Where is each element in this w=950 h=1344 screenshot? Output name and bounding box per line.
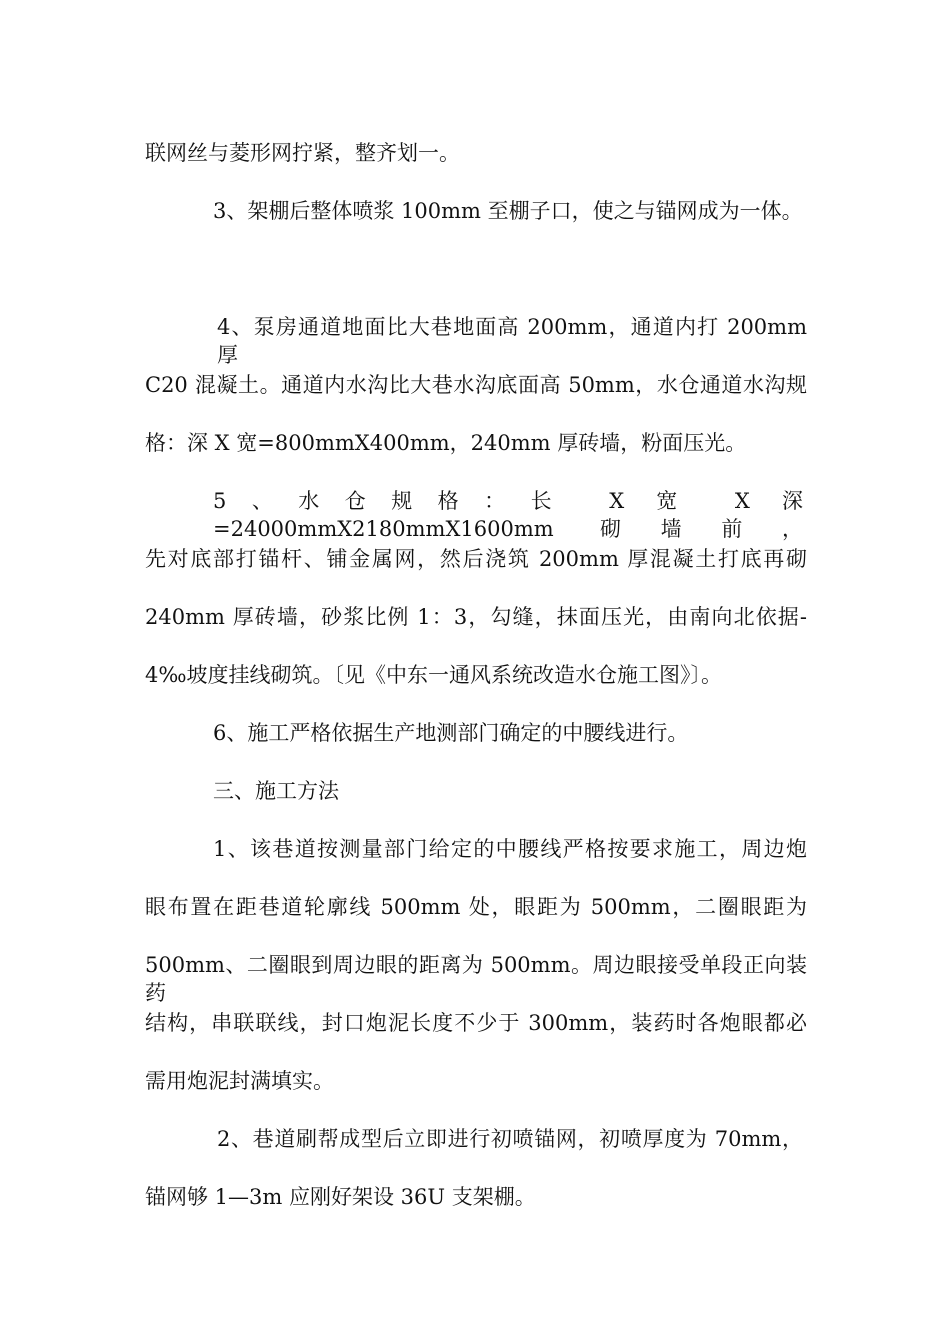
text-line: 6、施工严格依据生产地测部门确定的中腰线进行。	[213, 721, 689, 745]
text-line: 4‰坡度挂线砌筑。〔见《中东一通风系统改造水仓施工图》〕。	[145, 663, 723, 687]
text-line: 联网丝与菱形网拧紧，整齐划一。	[145, 141, 460, 165]
section-heading: 三、施工方法	[213, 779, 339, 803]
text-line: C20 混凝土。通道内水沟比大巷水沟底面高 50mm，水仓通道水沟规	[145, 373, 807, 397]
text-line: 2、巷道刷帮成型后立即进行初喷锚网，初喷厚度为 70mm，	[217, 1127, 803, 1151]
text-line: 格：深 X 宽=800mmX400mm，240mm 厚砖墙，粉面压光。	[145, 431, 747, 455]
text-line: 5、水仓规格：长 X 宽 X 深=24000mmX2180mmX1600mm 砌墙前，	[213, 489, 803, 541]
text-line: 500mm、二圈眼到周边眼的距离为 500mm。周边眼接受单段正向装药	[145, 953, 807, 1005]
text-line: 先对底部打锚杆、铺金属网，然后浇筑 200mm 厚混凝土打底再砌	[145, 547, 807, 571]
text-line: 240mm 厚砖墙，砂浆比例 1：3，勾缝，抹面压光，由南向北依据-	[145, 605, 807, 629]
text-line: 结构，串联联线，封口炮泥长度不少于 300mm，装药时各炮眼都必	[145, 1011, 807, 1035]
text-line: 1、该巷道按测量部门给定的中腰线严格按要求施工，周边炮	[213, 837, 807, 861]
text-line: 需用炮泥封满填实。	[145, 1069, 334, 1093]
text-line: 3、架棚后整体喷浆 100mm 至棚子口，使之与锚网成为一体。	[213, 199, 803, 223]
text-line: 4、泵房通道地面比大巷地面高 200mm，通道内打 200mm 厚	[217, 315, 807, 367]
text-line: 眼布置在距巷道轮廓线 500mm 处，眼距为 500mm，二圈眼距为	[145, 895, 807, 919]
text-line: 锚网够 1—3m 应刚好架设 36U 支架棚。	[145, 1185, 536, 1209]
